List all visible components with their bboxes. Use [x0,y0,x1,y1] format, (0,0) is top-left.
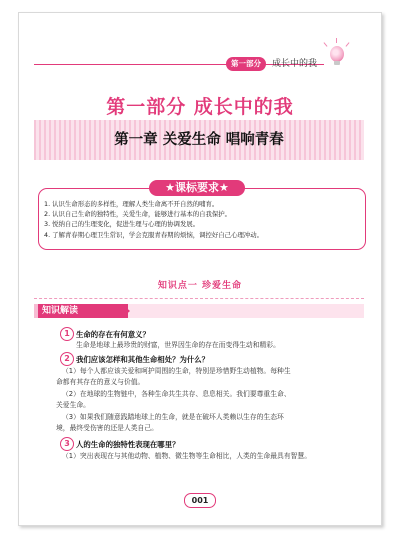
section-label: 知识解读 [38,304,128,318]
knowledge-point-divider [34,298,364,299]
chapter-title: 第一章 关爱生命 唱响青春 [114,132,284,148]
lightbulb-base [334,61,340,65]
page-number: 001 [184,493,216,508]
answer-line: 生命是地球上最珍贵的财富，世界因生命的存在而变得生动和精彩。 [76,341,280,349]
requirements-list [44,199,362,240]
question-number-badge: 2 [60,352,74,366]
question-number-badge: 1 [60,327,74,341]
answer-line: （3）如果我们随意践踏地球上的生命，就是在破坏人类赖以生存的生态环 [62,413,284,421]
question-title: 人的生命的独特性表现在哪里？ [76,440,180,449]
knowledge-point-title: 知识点一 珍爱生命 [157,281,243,291]
section-label-arrow [122,304,130,318]
lightbulb-icon [330,46,344,62]
question-title: 生命的存在有何意义？ [76,330,150,339]
lightbulb-ray [336,38,337,43]
header-part-badge: 第一部分 [226,57,266,71]
answer-line: 境，最终受伤害的还是人类自己。 [56,424,158,432]
answer-line: （1）突出表现在与其他动物、植物、微生物等生命相比，人类的生命最具有智慧。 [62,452,312,460]
answer-line: （2）在地球的生物链中，各种生命共生共存、息息相关。我们要尊重生命、 [62,390,291,398]
requirement-item: 1. 认识生命形态的多样性，理解人类生命离不开自然的哺育。 [44,200,219,208]
requirement-item: 2. 认识自己生命的独特性，关爱生命，能够进行基本的自我保护。 [44,210,232,219]
requirement-item: 3. 悦纳自己的生理变化，促进生理与心理的协调发展。 [44,220,200,229]
requirement-item: 4. 了解青春期心理卫生常识，学会克服青春期的烦恼，调控好自己心理冲动。 [44,230,264,239]
answer-line: 关爱生命。 [56,401,90,409]
page-sheet [18,12,382,526]
answer-line: 命都有其存在的意义与价值。 [56,378,145,386]
part-title: 第一部分 成长中的我 [106,96,294,118]
question-title: 我们应该怎样和其他生命相处？为什么？ [76,355,210,364]
header-title: 成长中的我 [272,59,318,69]
answer-line: （1）每个人都应该关爱和呵护周围的生命，特别是珍惜野生动植物。每种生 [62,367,291,375]
question-number-badge: 3 [60,437,74,451]
requirements-tag: ★课标要求★ [149,180,245,196]
